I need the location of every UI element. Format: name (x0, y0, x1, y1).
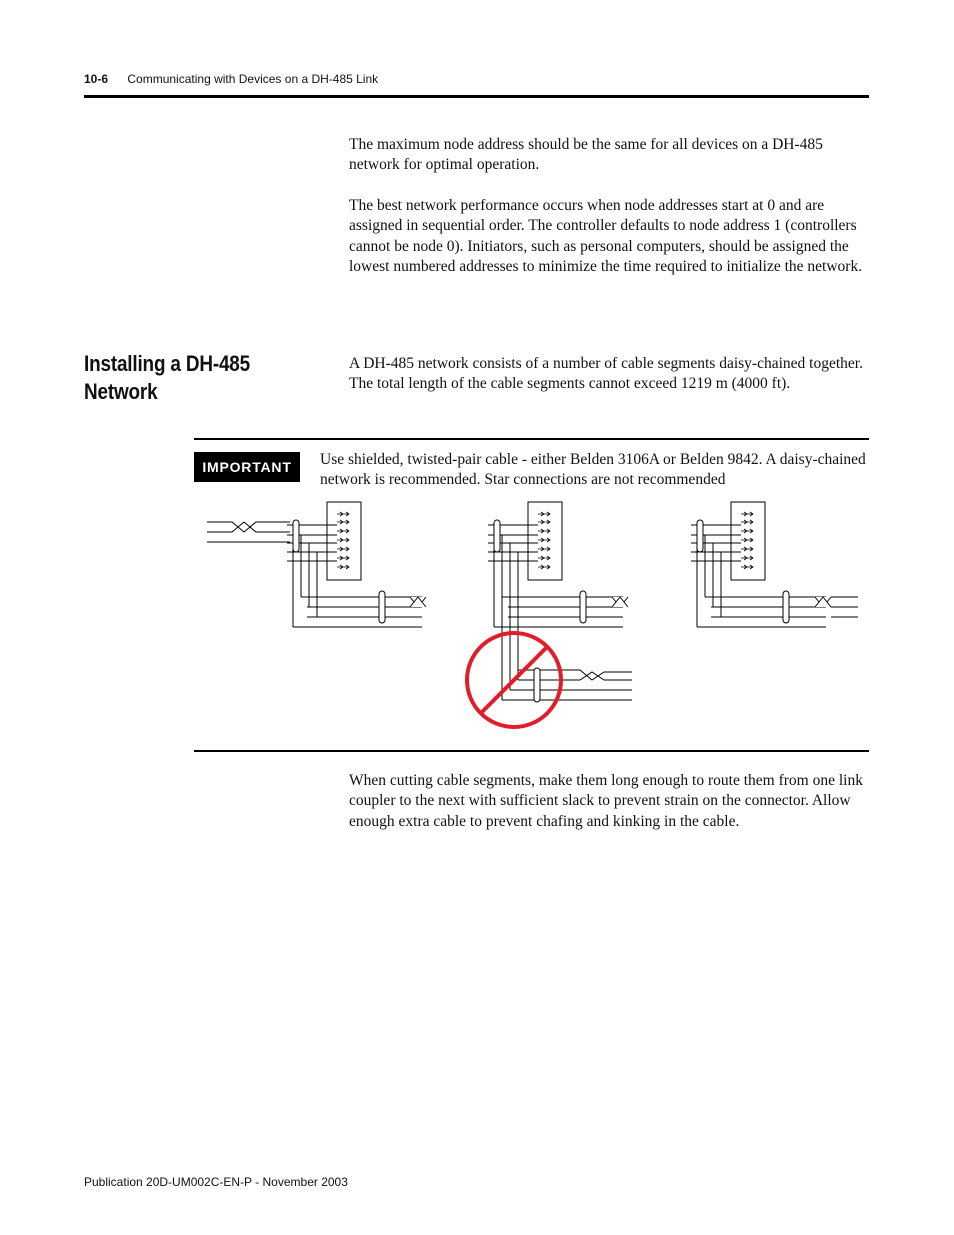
header-rule (84, 95, 869, 98)
running-header (84, 72, 378, 86)
paragraph-cutting-cable: When cutting cable segments, make them long enough to route them from one link coupler to the next with sufficient slack to prevent strain on the connector. Allow enough extra cable to prevent chafing and kinking in the cable. (349, 772, 863, 830)
coupler-2 (488, 502, 623, 627)
paragraph-max-node-address: The maximum node address should be the same for all devices on a DH-485 network for optimal operation. (349, 136, 823, 174)
daisy-chain-wiring-diagram (200, 495, 865, 735)
paragraph-network-description: A DH-485 network consists of a number of cable segments daisy-chained together. The total length of the cable segments cannot exceed 1219 m (4000 ft). (349, 355, 863, 393)
important-bottom-rule (194, 750, 869, 752)
coupler-3 (691, 502, 826, 627)
star-branch-cable (502, 545, 632, 702)
page-number: 10-6 (84, 72, 109, 86)
important-badge: IMPORTANT (194, 452, 300, 482)
chapter-title: Communicating with Devices on a DH-485 Link (127, 72, 379, 86)
paragraph-network-performance: The best network performance occurs when node addresses start at 0 and are assigned in sequential order. The controller defaults to node address 1 (controllers cannot be node 0). Initiators, such as personal computers, should be assigned the lowest numbered addresses to minimize the time required to initialize the network. (349, 197, 863, 276)
important-text: Use shielded, twisted-pair cable - either Belden 3106A or Belden 9842. A daisy-chained network is recommended. Star connections are not recommended (320, 451, 866, 489)
important-top-rule (194, 438, 869, 440)
section-title: Installing a DH-485 Network (84, 351, 251, 404)
coupler-1 (287, 502, 422, 627)
left-input-cable (207, 522, 290, 542)
publication-footer: Publication 20D-UM002C-EN-P - November 2003 (84, 1175, 348, 1189)
